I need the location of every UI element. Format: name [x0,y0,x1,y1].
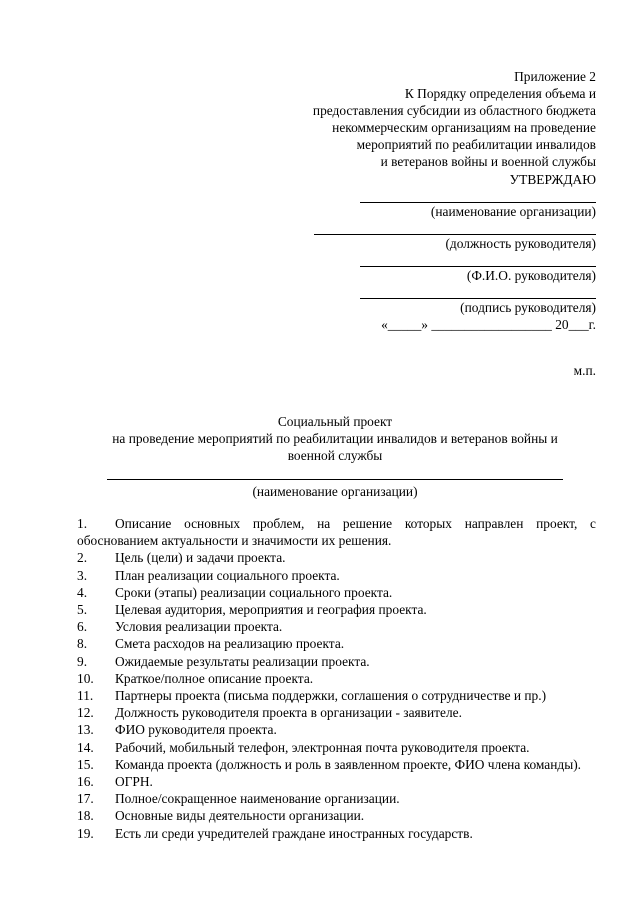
position-blank [314,220,596,235]
appendix-header [250,68,596,170]
item-text: Краткое/полное описание проекта. [115,670,314,686]
org-name-blank [107,466,563,480]
item-text: План реализации социального проекта. [115,567,340,583]
list-item [77,704,596,721]
item-number: 12. [77,705,94,721]
item-number: 16. [77,774,94,790]
item-text: Ожидаемые результаты реализации проекта. [115,653,370,669]
project-title-line: на проведение мероприятий по реабилитации инвалидов и ветеранов войны и [112,431,558,446]
appendix-header-line: некоммерческим организациям на проведение [332,120,596,135]
list-item [77,618,596,635]
item-text: Смета расходов на реализацию проекта. [115,636,345,652]
item-text: Цель (цели) и задачи проекта. [115,550,286,566]
approval-block [250,171,596,335]
list-item [77,567,596,584]
org-name-blank [360,188,596,203]
item-number: 2. [77,550,88,566]
stamp-place: м.п. [573,363,596,378]
item-number: 14. [77,739,94,755]
item-text: ФИО руководителя проекта. [115,722,277,738]
item-text: Партнеры проекта (письма поддержки, соглашения о сотрудничестве и пр.) [115,688,547,704]
item-number: 8. [77,636,88,652]
org-name-caption: (наименование организации) [430,204,596,219]
item-text: Сроки (этапы) реализации социального проекта. [115,584,393,600]
list-item [77,756,596,773]
item-number: 10. [77,670,94,686]
item-text: Условия реализации проекта. [115,619,283,635]
item-text: Полное/сокращенное наименование организации. [115,791,400,807]
item-text: Команда проекта (должность и роль в заявленном проекте, ФИО члена команды). [115,756,582,772]
list-item [77,687,596,704]
item-text: Рабочий, мобильный телефон, электронная почта руководителя проекта. [115,739,530,755]
list-item [77,670,596,687]
item-number: 11. [77,688,94,704]
head-name-blank [360,252,596,267]
signature-caption: (подпись руководителя) [460,300,596,315]
item-number: 3. [77,567,88,583]
list-item [77,825,596,842]
project-title-line: военной службы [287,448,383,463]
position-caption: (должность руководителя) [445,236,596,251]
list-item [77,635,596,652]
list-item [77,807,596,824]
item-text: ОГРН. [115,774,153,790]
list-item [77,721,596,738]
head-name-caption: (Ф.И.О. руководителя) [466,268,596,283]
appendix-header-line: К Порядку определения объема и [404,86,596,101]
appendix-header-line: мероприятий по реабилитации инвалидов [356,137,596,152]
list-item [77,549,596,566]
signature-blank [360,284,596,299]
item-number: 9. [77,653,88,669]
list-item [77,790,596,807]
item-text: Есть ли среди учредителей граждане иностранных государств. [115,825,473,841]
list-item [77,584,596,601]
item-number: 6. [77,619,88,635]
item-number: 1. [77,516,88,531]
item-number: 19. [77,825,94,841]
list-item [77,601,596,618]
appendix-header-line: предоставления субсидии из областного бюджета [312,103,596,118]
list-item [77,773,596,790]
list-item [77,739,596,756]
item-number: 13. [77,722,94,738]
item-text: Целевая аудитория, мероприятия и география проекта. [115,602,427,618]
item-number: 4. [77,584,88,600]
project-title [70,413,600,500]
item-text: Описание основных проблем, на решение которых направлен проект, с обоснованием актуальности и значимости их решения. [77,516,596,549]
appendix-number: Приложение 2 [514,69,596,84]
item-number: 17. [77,791,94,807]
approval-date-line: «_____» __________________ 20___г. [381,317,596,332]
item-text: Должность руководителя проекта в организации - заявителе. [115,705,462,721]
approval-title: УТВЕРЖДАЮ [509,172,596,187]
org-name-caption: (наименование организации) [252,484,418,499]
project-sections-list [77,515,596,842]
project-title-line: Социальный проект [277,414,393,429]
item-number: 15. [77,756,94,772]
item-number: 5. [77,602,88,618]
item-number: 18. [77,808,94,824]
appendix-header-line: и ветеранов войны и военной службы [380,154,596,169]
item-text: Основные виды деятельности организации. [115,808,365,824]
list-item [77,653,596,670]
list-item [77,515,596,549]
